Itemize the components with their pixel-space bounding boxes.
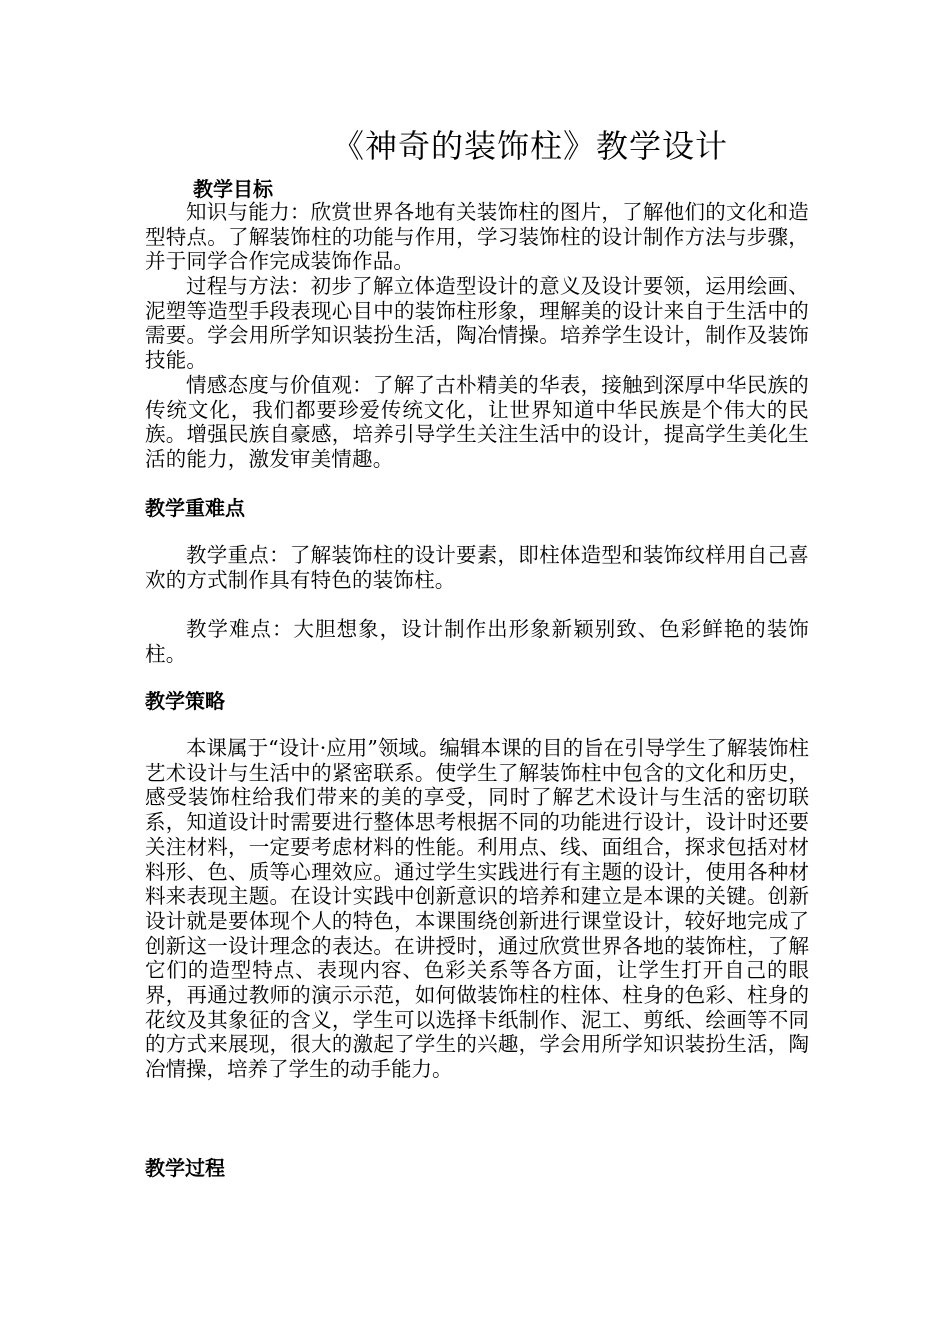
document-title: 《神奇的装饰柱》教学设计 [331,127,728,165]
section-heading-process: 教学过程 [145,1156,225,1180]
goal-process-paragraph: 过程与方法：初步了解立体造型设计的意义及设计要领，运用绘画、泥塑等造型手段表现心目中的装饰柱形象，理解美的设计来自于生活中的需要。学会用所学知识装扮生活，陶冶情操。培养学生设计，制作及装饰技能。 [145,274,809,373]
strategy-paragraph: 本课属于“设计·应用”领域。编辑本课的目的旨在引导学生了解装饰柱艺术设计与生活中的紧密联系。使学生了解装饰柱中包含的文化和历史，感受装饰柱给我们带来的美的享受，同时了解艺术设计与生活的密切联系，知道设计时需要进行整体思考根据不同的功能进行设计，设计时还要关注材料，一定要考虑材料的性能。利用点、线、面组合，探求包括对材料形、色、质等心理效应。通过学生实践进行有主题的设计，使用各种材料来表现主题。在设计实践中创新意识的培养和建立是本课的关键。创新设计就是要体现个人的特色，本课围绕创新进行课堂设计，较好地完成了创新这一设计理念的表达。在讲授时，通过欣赏世界各地的装饰柱，了解它们的造型特点、表现内容、色彩关系等各方面，让学生打开自己的眼界，再通过教师的演示示范，如何做装饰柱的柱体、柱身的色彩、柱身的花纹及其象征的含义，学生可以选择卡纸制作、泥工、剪纸、绘画等不同的方式来展现，很大的激起了学生的兴趣，学会用所学知识装扮生活，陶冶情操，培养了学生的动手能力。 [145,736,809,1082]
key-difficulty-paragraph: 教学难点：大胆想象，设计制作出形象新颖别致、色彩鲜艳的装饰柱。 [145,617,809,666]
section-heading-goals: 教学目标 [193,177,273,201]
key-focus-paragraph: 教学重点：了解装饰柱的设计要素，即柱体造型和装饰纹样用自己喜欢的方式制作具有特色的装饰柱。 [145,543,809,592]
section-heading-strategy: 教学策略 [145,689,225,713]
goal-knowledge-paragraph: 知识与能力：欣赏世界各地有关装饰柱的图片，了解他们的文化和造型特点。了解装饰柱的功能与作用，学习装饰柱的设计制作方法与步骤，并于同学合作完成装饰作品。 [145,200,809,274]
goal-emotion-paragraph: 情感态度与价值观：了解了古朴精美的华表，接触到深厚中华民族的传统文化，我们都要珍爱传统文化，让世界知道中华民族是个伟大的民族。增强民族自豪感，培养引导学生关注生活中的设计，提高学生美化生活的能力，激发审美情趣。 [145,373,809,472]
section-heading-key-points: 教学重难点 [145,496,245,520]
